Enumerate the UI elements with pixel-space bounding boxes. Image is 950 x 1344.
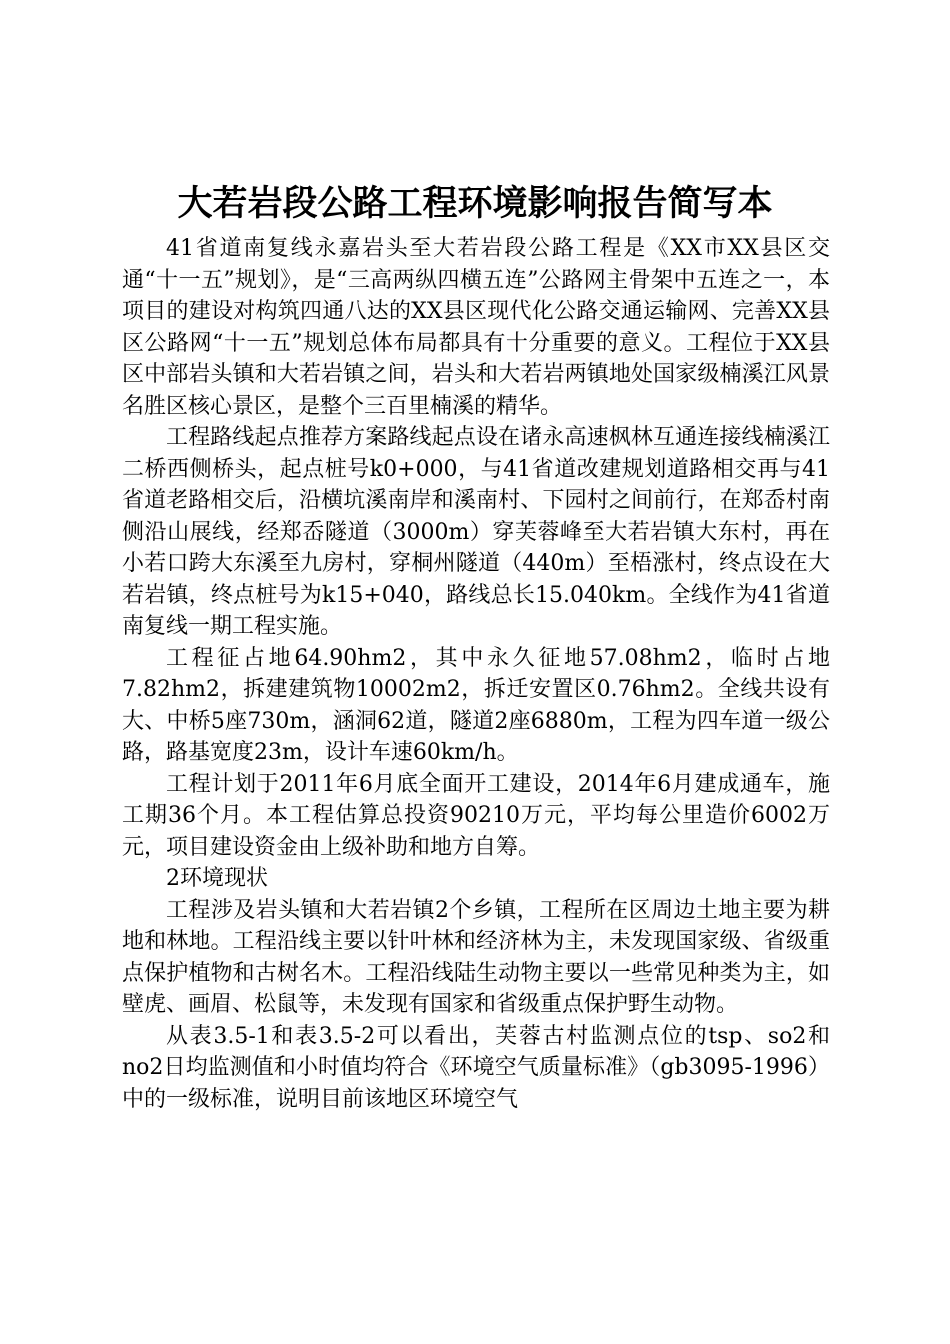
document-title: 大若岩段公路工程环境影响报告简写本 [177, 183, 773, 224]
paragraph-route-description: 工程路线起点推荐方案路线起点设在诸永高速枫林互通连接线楠溪江二桥西侧桥头，起点桩号k0+000，与41省道改建规划道路相交再与41省道老路相交后，沿横坑溪南岸和溪南村、下园村之间前行，在郑岙村南侧沿山展线，经郑岙隧道（3000m）穿芙蓉峰至大若岩镇大东村，再在小若口跨大东溪至九房村，穿桐州隧道（440m）至梧涨村，终点设在大若岩镇，终点桩号为k15+040，路线总长15.040km。全线作为41省道南复线一期工程实施。 [122, 425, 830, 639]
section-heading: 2环境现状 [166, 866, 268, 891]
paragraph-project-overview: 41省道南复线永嘉岩头至大若岩段公路工程是《XX市XX县区交通“十一五”规划》，是“三高两纵四横五连”公路网主骨架中五连之一，本项目的建设对构筑四通八达的XX县区现代化公路交通运输网、完善XX县区公路网“十一五”规划总体布局都具有十分重要的意义。工程位于XX县区中部岩头镇和大若岩镇之间，岩头和大若岩两镇地处国家级楠溪江风景名胜区核心景区，是整个三百里楠溪的精华。 [122, 236, 830, 419]
paragraph-schedule-investment: 工程计划于2011年6月底全面开工建设，2014年6月建成通车，施工期36个月。本工程估算总投资90210万元，平均每公里造价6002万元，项目建设资金由上级补助和地方自筹。 [122, 771, 830, 860]
paragraph-ecology: 工程涉及岩头镇和大若岩镇2个乡镇，工程所在区周边土地主要为耕地和林地。工程沿线主要以针叶林和经济林为主，未发现国家级、省级重点保护植物和古树名木。工程沿线陆生动物主要以一些常见种类为主，如壁虎、画眉、松鼠等，未发现有国家和省级重点保护野生动物。 [122, 897, 830, 1017]
paragraph-air-quality: 从表3.5-1和表3.5-2可以看出，芙蓉古村监测点位的tsp、so2和no2日均监测值和小时值均符合《环境空气质量标准》（gb3095-1996）中的一级标准，说明目前该地区环境空气 [122, 1023, 830, 1112]
document-body [122, 233, 830, 1115]
paragraph-land-use: 工程征占地64.90hm2，其中永久征地57.08hm2，临时占地7.82hm2，拆建建筑物10002m2，拆迁安置区0.76hm2。全线共设有大、中桥5座730m，涵洞62道，隧道2座6880m，工程为四车道一级公路，路基宽度23m，设计车速60km/h。 [122, 645, 830, 765]
